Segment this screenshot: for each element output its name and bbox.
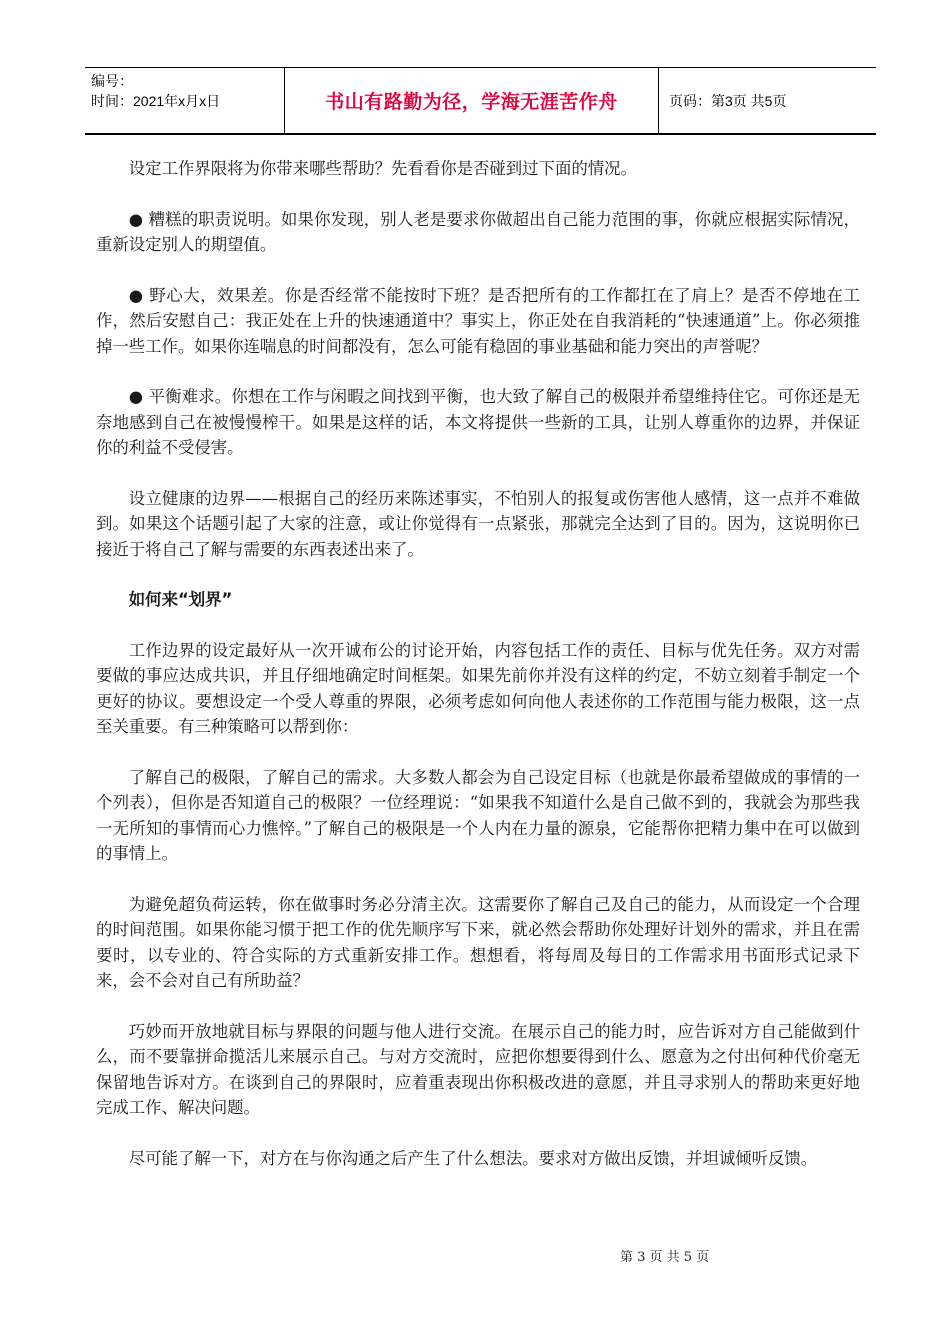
- paragraph: 设立健康的边界——根据自己的经历来陈述事实，不怕别人的报复或伤害他人感情，这一点并不难做到。如果这个话题引起了大家的注意，或让你觉得有一点紧张，那就完全达到了目的。因为，这说明你已接近于将自己了解与需要的东西表述出来了。: [96, 488, 860, 559]
- paragraph: 设定工作界限将为你带来哪些帮助？先看看你是否碰到过下面的情况。: [128, 159, 637, 178]
- section-heading: 如何来“划界”: [128, 590, 233, 609]
- header-meta: [85, 68, 285, 133]
- paragraph: 工作边界的设定最好从一次开诚布公的讨论开始，内容包括工作的责任、目标与优先任务。双方对需要做的事应达成共识，并且仔细地确定时间框架。如果先前你并没有这样的约定，不妨立刻着手制定一个更好的协议。要想设定一个受人尊重的界限，必须考虑如何向他人表述你的工作范围与能力极限，这一点至关重要。有三种策略可以帮到你：: [96, 640, 860, 736]
- paragraph: 巧妙而开放地就目标与界限的问题与他人进行交流。在展示自己的能力时，应告诉对方自己能做到什么，而不要靠拼命揽活儿来展示自己。与对方交流时，应把你想要得到什么、愿意为之付出何种代价毫无保留地告诉对方。在谈到自己的界限时，应着重表现出你积极改进的意愿，并且寻求别人的帮助来更好地完成工作、解决问题。: [96, 1021, 860, 1117]
- header-time: 时间：2021年x月x日: [91, 93, 221, 109]
- header-page-number: 页码：第3页 共5页: [669, 92, 787, 109]
- page-header: [85, 67, 876, 135]
- bullet-paragraph: ● 平衡难求。你想在工作与闲暇之间找到平衡，也大致了解自己的极限并希望维持住它。可你还是无奈地感到自己在被慢慢榨干。如果是这样的话，本文将提供一些新的工具，让别人尊重你的边界，并保证你的利益不受侵害。: [96, 387, 860, 457]
- paragraph: 尽可能了解一下，对方在与你沟通之后产生了什么想法。要求对方做出反馈，并坦诚倾听反馈。: [128, 1148, 818, 1168]
- paragraph: 为避免超负荷运转，你在做事时务必分清主次。这需要你了解自己及自己的能力，从而设定一个合理的时间范围。如果你能习惯于把工作的优先顺序写下来，就必然会帮助你处理好计划外的需求，并且在需要时，以专业的、符合实际的方式重新安排工作。想想看，将每周及每日的工作需求用书面形式记录下来，会不会对自己有所助益？: [96, 894, 860, 990]
- bullet-paragraph: ● 野心大，效果差。你是否经常不能按时下班？是否把所有的工作都扛在了肩上？是否不停地在工作，然后安慰自己：我正处在上升的快速通道中？事实上，你正处在自我消耗的“快速通道”上。你必须推掉一些工作。如果你连喘息的时间都没有，怎么可能有稳固的事业基础和能力突出的声誉呢？: [96, 285, 860, 356]
- paragraph: 了解自己的极限，了解自己的需求。大多数人都会为自己设定目标（也就是你最希望做成的事情的一个列表），但你是否知道自己的极限？一位经理说：“如果我不知道什么是自己做不到的，我就会为那些我一无所知的事情而心力憔悴。”了解自己的极限是一个人内在力量的源泉，它能帮你把精力集中在可以做到的事情上。: [96, 767, 860, 863]
- header-motto: 书山有路勤为径，学海无涯苦作舟: [285, 68, 659, 133]
- document-body: [96, 156, 860, 1196]
- page-footer: 第 3 页 共 5 页: [620, 1250, 710, 1265]
- header-number: 编号：: [91, 73, 133, 89]
- bullet-paragraph: ● 糟糕的职责说明。如果你发现，别人老是要求你做超出自己能力范围的事，你就应根据实际情况，重新设定别人的期望值。: [96, 209, 860, 254]
